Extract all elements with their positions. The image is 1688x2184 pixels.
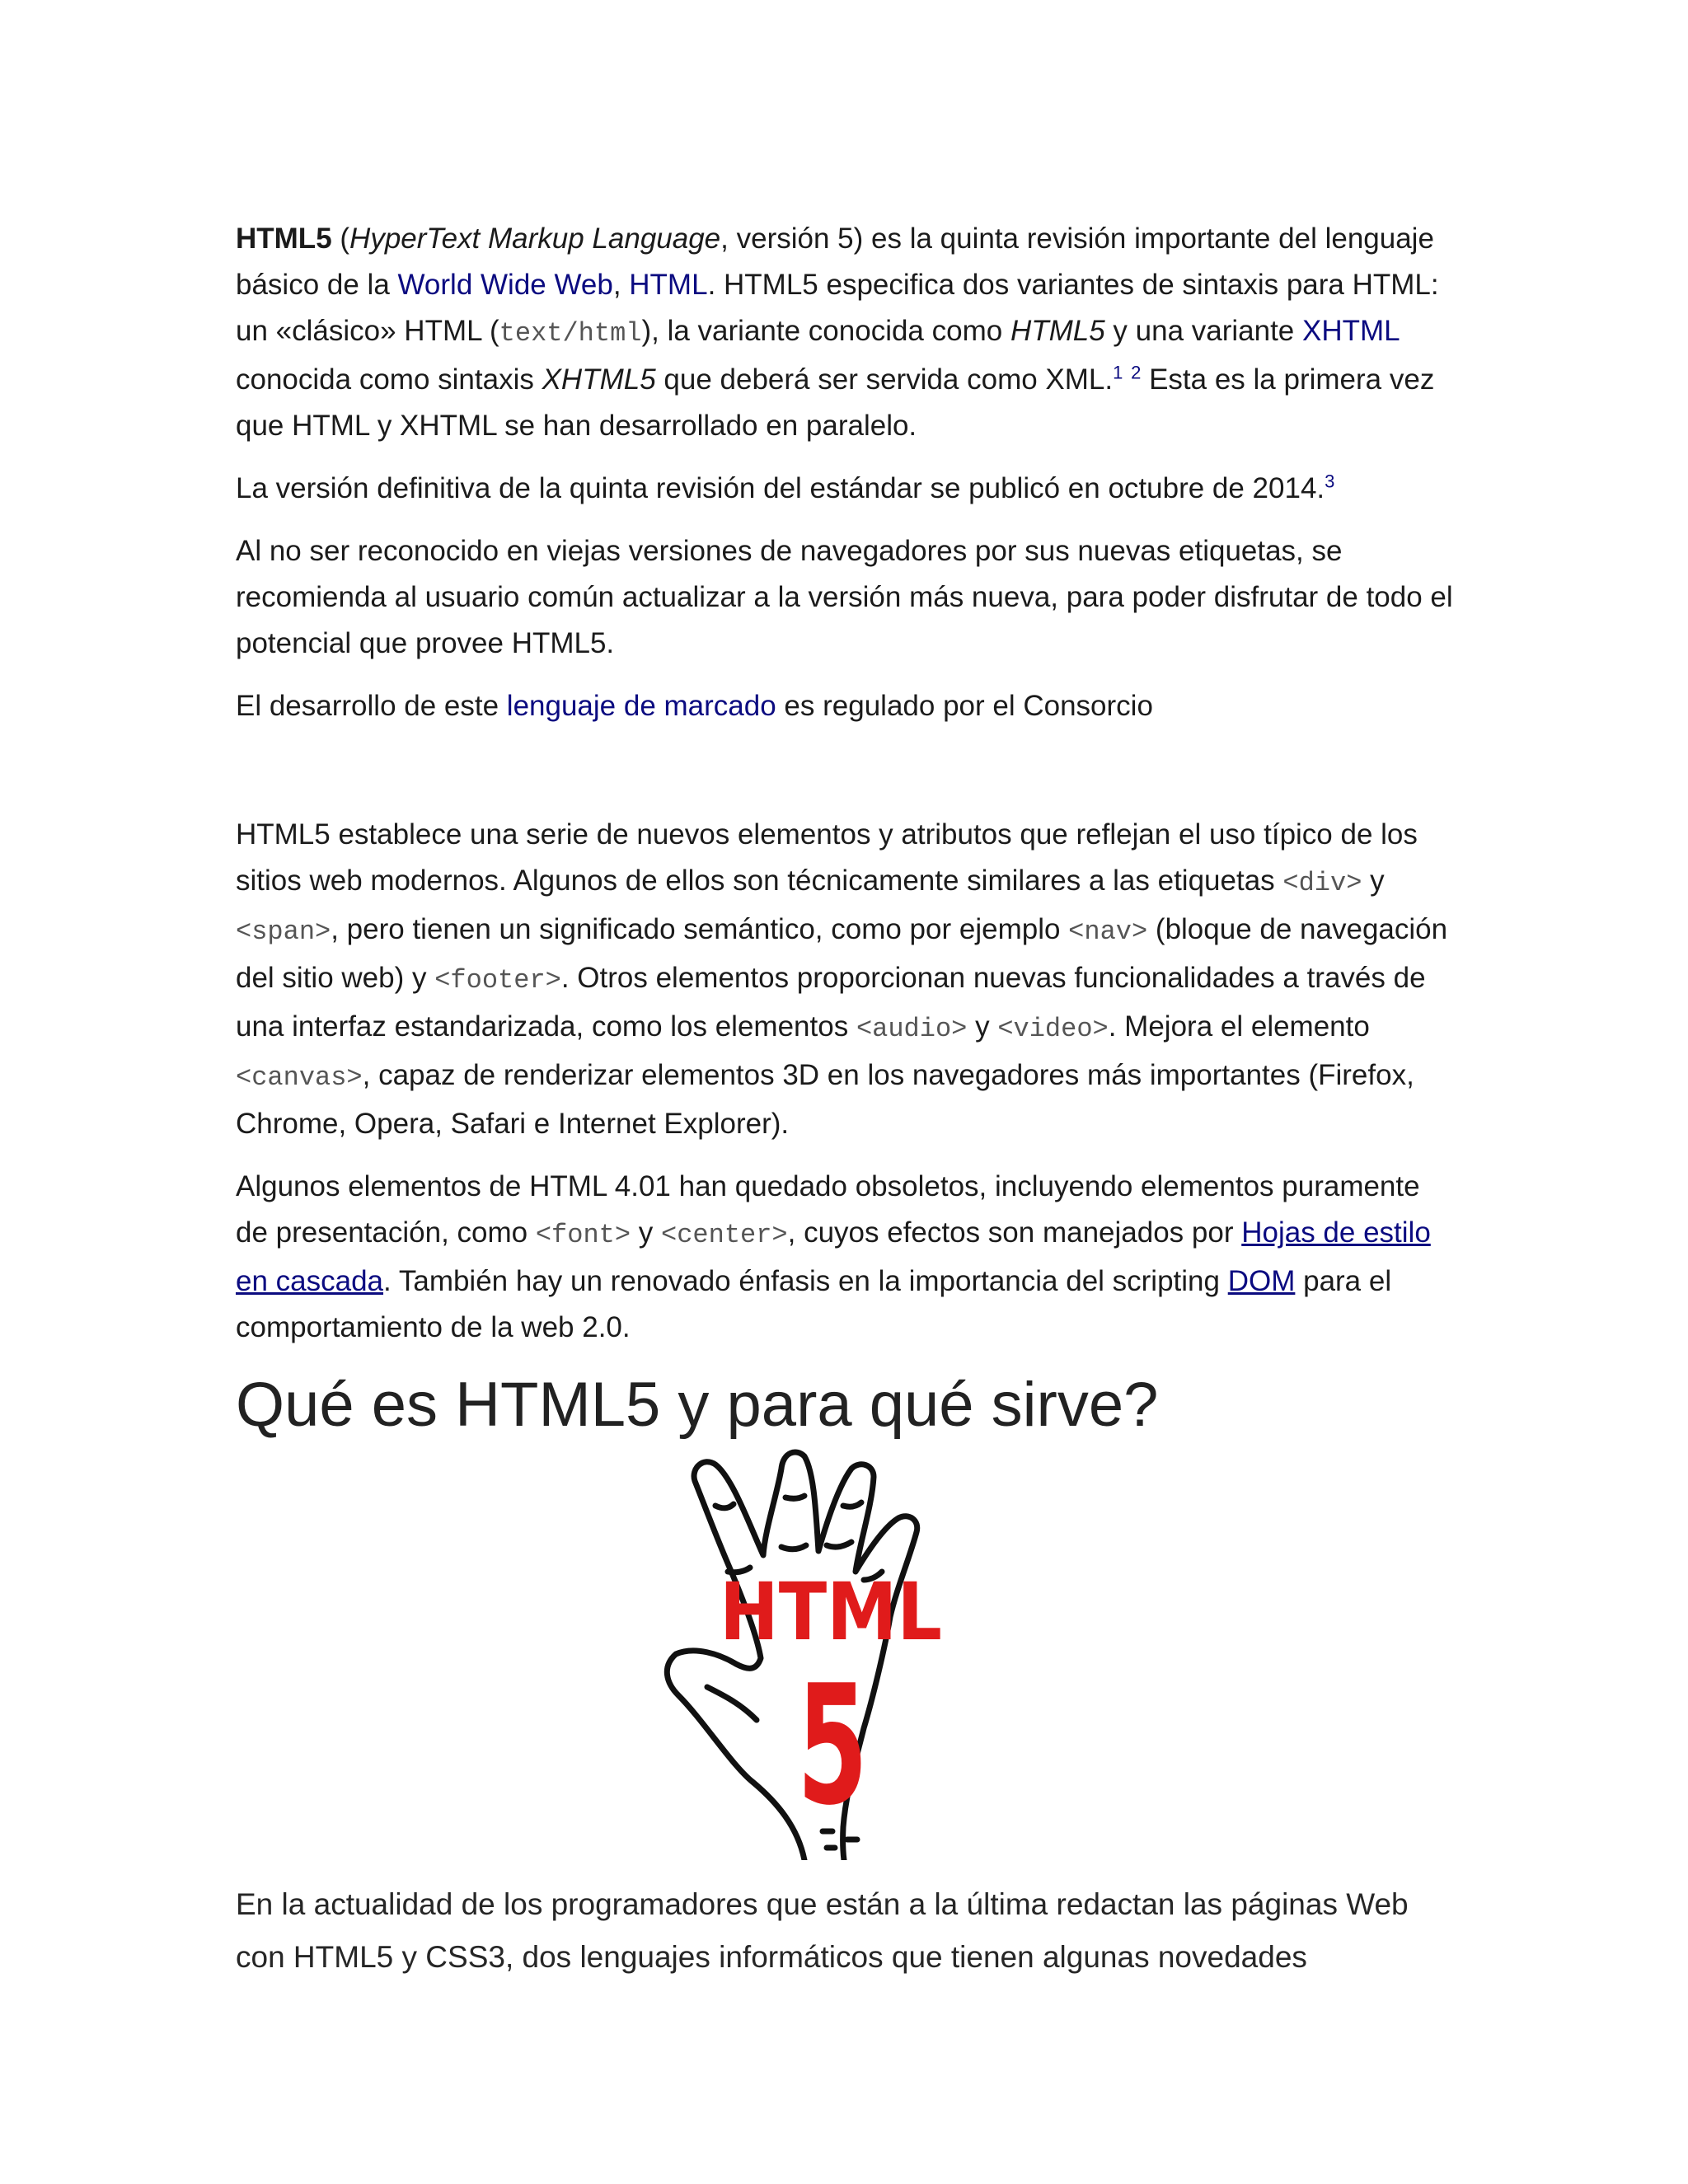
logo-word: HTML [720, 1566, 942, 1658]
link-hojas-de-estilo[interactable]: Hojas de estilo en cascada [236, 1216, 1431, 1297]
article-body [236, 216, 1456, 1984]
paragraph-browsers [236, 528, 1456, 667]
paragraph-obsolete [236, 1164, 1456, 1351]
paragraph-current: En la actualidad de los programadores que están a la última redactan las páginas Web con HTML5 y CSS3, dos lenguajes informáticos que tienen algunas novedades [236, 1887, 1409, 1974]
code-canvas: <canvas> [236, 1062, 363, 1093]
code-span: <span> [236, 916, 331, 947]
text-span: . También hay un renovado énfasis en la importancia del scripting [383, 1265, 1228, 1297]
text-span: HTML5 establece una serie de nuevos elementos y atributos que reflejan el uso típico de los sitios web modernos. Algunos de ellos son técnicamente similares a las etiquetas [236, 818, 1418, 897]
text-span: ( [331, 223, 350, 255]
link-dom[interactable]: DOM [1227, 1265, 1296, 1297]
code-audio: <audio> [856, 1014, 968, 1044]
text-span: y una variante [1104, 315, 1302, 347]
code-div: <div> [1282, 868, 1362, 898]
hand-icon [658, 1448, 1004, 1860]
text-span: El desarrollo de este [236, 690, 507, 722]
italic-name: HyperText Markup Language [349, 223, 721, 255]
code-font: <font> [535, 1220, 631, 1250]
code-footer: <footer> [434, 965, 561, 996]
footnote-ref-3[interactable]: 3 [1325, 471, 1335, 492]
code-nav: <nav> [1068, 916, 1148, 947]
code-text-html: text/html [499, 318, 642, 349]
paragraph-intro [236, 216, 1456, 449]
footnote-ref-1[interactable]: 1 [1113, 362, 1123, 383]
link-html[interactable]: HTML [629, 269, 708, 301]
text-span: y [967, 1010, 998, 1043]
link-lenguaje-de-marcado[interactable]: lenguaje de marcado [506, 690, 776, 722]
text-span: , [612, 269, 630, 301]
text-span: . HTML5 especifica dos variantes de sintaxis para HTML: un «clásico» HTML ( [236, 269, 1439, 347]
section-heading: Qué es HTML5 y para qué sirve? [236, 1370, 1159, 1440]
text-span: Al no ser reconocido en viejas versiones de navegadores por sus nuevas etiquetas, se recomienda al usuario común actualizar a la versión más nueva, para poder disfrutar de todo el potencial que provee HTML5. [236, 535, 1453, 659]
paragraph-new-elements [236, 812, 1456, 1147]
link-xhtml[interactable]: XHTML [1302, 315, 1400, 347]
text-span: , versión 5) es la quinta revisión importante del lenguaje básico de la [236, 223, 1434, 301]
italic-html5: HTML5 [1010, 315, 1105, 347]
text-span: , capaz de renderizar elementos 3D en los navegadores más importantes (Firefox, Chrome, Opera, Safari e Internet Explorer). [236, 1059, 1414, 1140]
footnote-ref-2[interactable]: 2 [1131, 362, 1142, 383]
code-center: <center> [661, 1220, 788, 1250]
text-span: . Mejora el elemento [1108, 1010, 1370, 1043]
text-span: . Otros elementos proporcionan nuevas funcionalidades a través de una interfaz estandarizada, como los elementos [236, 962, 1426, 1043]
text-span: Esta es la primera vez que HTML y XHTML se han desarrollado en paralelo. [236, 363, 1435, 442]
code-video: <video> [997, 1014, 1109, 1044]
text-span: y [1362, 865, 1385, 897]
logo-number: 5 [797, 1650, 868, 1842]
text-span: (bloque de navegación del sitio web) y [236, 913, 1448, 994]
text-span: conocida como sintaxis [236, 363, 542, 396]
text-span: , cuyos efectos son manejados por [787, 1216, 1242, 1249]
paragraph-version [236, 466, 1456, 512]
text-span: Algunos elementos de HTML 4.01 han quedado obsoletos, incluyendo elementos puramente de presentación, como [236, 1170, 1420, 1249]
html5-hand-logo [658, 1448, 1004, 1860]
text-span: , pero tienen un significado semántico, como por ejemplo [331, 913, 1069, 945]
text-span: que deberá ser servida como XML. [655, 363, 1114, 396]
text-span: para el comportamiento de la web 2.0. [236, 1265, 1392, 1343]
text-span: es regulado por el Consorcio [776, 690, 1153, 722]
text-span: La versión definitiva de la quinta revisión del estándar se publicó en octubre de 2014. [236, 472, 1325, 504]
link-world-wide-web[interactable]: World Wide Web [397, 269, 613, 301]
text-span: y [631, 1216, 661, 1249]
italic-xhtml5: XHTML5 [542, 363, 656, 396]
text-span: ), la variante conocida como [641, 315, 1010, 347]
paragraph-consortium [236, 683, 1456, 729]
term-html5: HTML5 [236, 223, 332, 255]
